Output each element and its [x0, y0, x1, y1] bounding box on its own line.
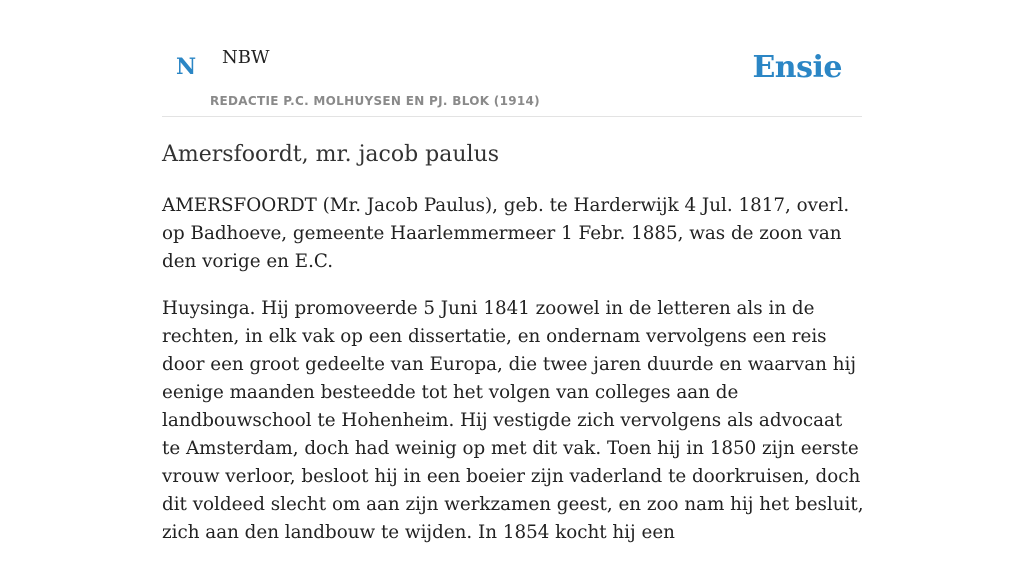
- source-subtitle: REDACTIE P.C. MOLHUYSEN EN PJ. BLOK (1914): [210, 94, 540, 108]
- article-paragraph: Huysinga. Hij promoveerde 5 Juni 1841 zoowel in de letteren als in de rechten, in elk vak op een dissertatie, en ondernam vervolgens een reis door een groot gedeelte van Europa, die twee jaren duurde en waarvan hij eenige maanden besteedde tot het volgen van colleges aan de landbouwschool te Hohenheim. Hij vestigde zich vervolgens als advocaat te Amsterdam, doch had weinig op met dit vak. Toen hij in 1850 zijn eerste vrouw verloor, besloot hij in een boeier zijn vaderland te doorkruisen, doch dit voldeed slecht om aan zijn werkzamen geest, en zoo nam hij het besluit, zich aan den landbouw te wijden. In 1854 kocht hij een: [162, 298, 864, 543]
- source-logo[interactable]: N: [176, 54, 197, 80]
- source-name[interactable]: NBW: [222, 47, 270, 68]
- article-body: [162, 192, 864, 566]
- article-paragraph: AMERSFOORDT (Mr. Jacob Paulus), geb. te Harderwijk 4 Jul. 1817, overl. op Badhoeve, gemeente Haarlemmermeer 1 Febr. 1885, was de zoon van den vorige en E.C.: [162, 195, 850, 272]
- site-header: [162, 0, 862, 117]
- article-title: Amersfoordt, mr. jacob paulus: [162, 142, 500, 167]
- ensie-logo-link[interactable]: Ensie: [752, 50, 842, 85]
